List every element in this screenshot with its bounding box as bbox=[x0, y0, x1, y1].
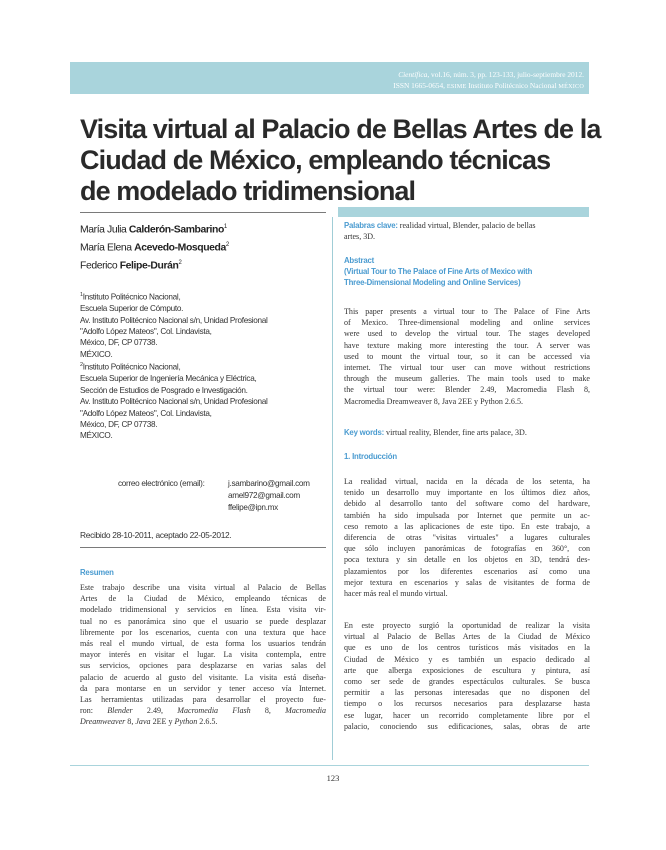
author: Federico Felipe-Durán$^2$ bbox=[80, 259, 182, 272]
resumen-body: Este trabajo describe una visita virtual al Palacio de Bellas Artes de la Ciudad de México, empleando técnicas de modelado tridimensional y servicios en línea. Esta visita vir- tual no es panorámica sino que el usuario se puede desplazar libremente por los escenarios, cuenta con una textura que hace más real el mundo virtual, de esta forma los usuarios tendrán mayor interés en visitar el lugar. La visita contempla, entre sus servicios, opciones para desplazarse en varias salas del palacio de acuerdo al gusto del visitante. La visita está diseña- da para montarse en un servidor y tener acceso vía Internet. Las herramientas utilizadas para desarrollar el proyecto fue- ron: Blender 2.49, Macromedia Flash 8, Macromedia Dreamweaver 8, Java 2EE y Python 2.6.5. bbox=[80, 583, 326, 727]
resumen-heading: Resumen bbox=[80, 568, 114, 577]
intro-paragraph-1: La realidad virtual, nacida en la década de los setenta, ha tenido un desarrollo muy importante en los últimos diez años, debido al desarrollo tanto del software como del hardware, también ha sido impulsada por Internet que permite un ac- ceso remoto a las aplicaciones de este tipo. En este trabajo, a diferencia de otras "visitas virtuales" a lugares culturales que sólo incluyen panorámicas de fotografías en 360°, con poca textura y sin detalle en los objetos en 3D, tendrá des- plazamientos por los diferentes escenarios así como una mejor textura en escenarios y salas de visitantes de forma de hacer más real el mundo virtual. bbox=[344, 477, 590, 599]
journal-name: Científica bbox=[398, 70, 428, 79]
journal-citation: Científica, vol.16, núm. 3, pp. 123-133, julio-septiembre 2012. bbox=[398, 70, 584, 79]
author: María Elena Acevedo-Mosqueda$^2$ bbox=[80, 241, 229, 254]
email-addresses bbox=[228, 478, 310, 514]
abstract-heading-block: Abstract (Virtual Tour to The Palace of Fine Arts of Mexico with Three-Dimensional Modeling and Online Services) bbox=[344, 255, 590, 288]
email-link[interactable]: j.sambarino@gmail.com bbox=[228, 479, 310, 488]
author: María Julia Calderón-Sambarino$^1$ bbox=[80, 224, 227, 236]
intro-heading: 1. Introducción bbox=[344, 452, 397, 461]
page-number: 123 bbox=[326, 773, 340, 783]
article-title: Visita virtual al Palacio de Bellas Artes de la Ciudad de México, empleando técnicas de modelado tridimensional bbox=[80, 114, 601, 206]
left-divider-top bbox=[80, 212, 326, 213]
email-link[interactable]: ffelipe@ipn.mx bbox=[228, 503, 278, 512]
affiliations: $^1$Instituto Politécnico Nacional, Escuela Superior de Cómputo. Av. Instituto Politécnico Nacional s/n, Unidad Profesional "Adolfo López Mateos", Col. Lindavista, México, DF, CP 07738. MÉXICO. $^2$Instituto Politécnico Nacional, Escuela Superior de Ingeniería Mecánica y Eléctrica, Sección de Estudios de Posgrado e Investigación. Av. Instituto Politécnico Nacional s/n, Unidad Profesional "Adolfo López Mateos", Col. Lindavista, México, DF, CP 07738. MÉXICO. bbox=[80, 292, 268, 441]
palabras-clave: Palabras clave: realidad virtual, Blender, palacio de bellas artes, 3D. bbox=[344, 221, 536, 242]
column-divider bbox=[332, 217, 333, 760]
email-label: correo electrónico (email): bbox=[118, 479, 205, 488]
abstract-heading: Abstract bbox=[344, 256, 375, 265]
key-words: Key words: virtual reality, Blender, fine arts palace, 3D. bbox=[344, 428, 527, 437]
abstract-body: This paper presents a virtual tour to The Palace of Fine Arts of Mexico. Three-dimensional modeling and online services were used to develop the virtual tour. The stages developed have texture making more interesting the tour. A server was used to mount the virtual tour, so it can be accessed via internet. The virtual tour user can move without restrictions through the museum galleries. The main tools used to make the virtual tour were: Blender 2.49, Macromedia Flash 8, Macromedia Dreamweaver 8, Java 2EE y Python 2.6.5. bbox=[344, 307, 590, 406]
journal-issn: ISSN 1665-0654, ESIME Instituto Politécnico Nacional MÉXICO bbox=[393, 81, 584, 90]
left-divider-mid bbox=[80, 547, 326, 548]
right-accent-bar bbox=[338, 207, 589, 217]
email-link[interactable]: amel972@gmail.com bbox=[228, 491, 300, 500]
intro-paragraph-2: En este proyecto surgió la oportunidad de realizar la visita virtual al Palacio de Bellas Artes de la Ciudad de México que es uno de los centros turísticos más visitados en la Ciudad de México y es también un espacio dedicado al arte que alberga exposiciones de escultura y pintura, así como ser sede de grandes espectáculos culturales. Se busca permitir a las personas interesadas que no disponen del tiempo o los recursos necesarios para desplazarse hasta ese lugar, hacer un recorrido completamente libre por el palacio, conociendo sus edificaciones, salas, obras de arte bbox=[344, 621, 590, 731]
footer-rule bbox=[70, 765, 589, 766]
received-date: Recibido 28-10-2011, aceptado 22-05-2012. bbox=[80, 530, 232, 540]
abstract-english-title: (Virtual Tour to The Palace of Fine Arts of Mexico with bbox=[344, 267, 533, 276]
author-list bbox=[80, 220, 326, 274]
